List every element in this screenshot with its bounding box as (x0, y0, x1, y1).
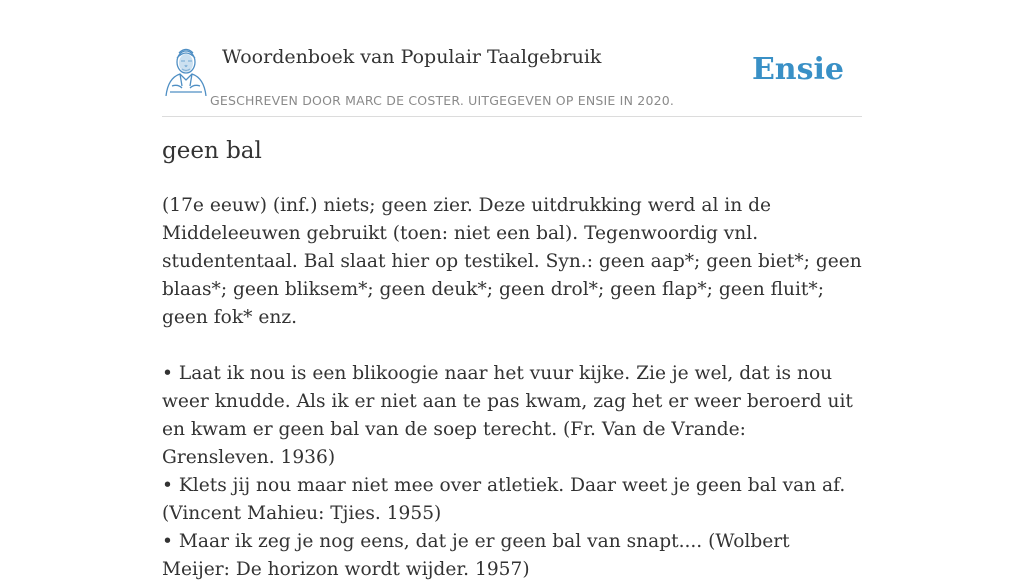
author-byline: GESCHREVEN DOOR MARC DE COSTER. UITGEGEVEN OP ENSIE IN 2020. (210, 93, 675, 108)
ensie-logo[interactable]: Ensie (751, 52, 844, 87)
author-portrait-icon (162, 46, 210, 96)
entry-definition: (17e eeuw) (inf.) niets; geen zier. Deze uitdrukking werd al in de Middeleeuwen gebruikt (toen: niet een bal). Tegenwoordig vnl. studententaal. Bal slaat hier op testikel. Syn.: geen aap*; geen biet*; geen blaas*; geen bliksem*; geen deuk*; geen drol*; geen flap*; geen fluit*; geen fok* enz. (162, 195, 862, 328)
entry-headword: geen bal (162, 138, 262, 164)
entry-content (162, 192, 862, 584)
example-quote: • Klets jij nou maar niet mee over atletiek. Daar weet je geen bal van af. (Vincent Mahieu: Tjies. 1955) (162, 475, 846, 524)
dictionary-title[interactable]: Woordenboek van Populair Taalgebruik (222, 46, 602, 68)
example-quote: • Laat ik nou is een blikoogie naar het vuur kijke. Zie je wel, dat is nou weer knudde. Als ik er niet aan te pas kwam, zag het er weer beroerd uit en kwam er geen bal van de soep terecht. (Fr. Van de Vrande: Grensleven. 1936) (162, 363, 853, 468)
dictionary-header (162, 40, 862, 117)
example-quote: • Maar ik zeg je nog eens, dat je er geen bal van snapt.... (Wolbert Meijer: De horizon wordt wijder. 1957) (162, 531, 790, 580)
